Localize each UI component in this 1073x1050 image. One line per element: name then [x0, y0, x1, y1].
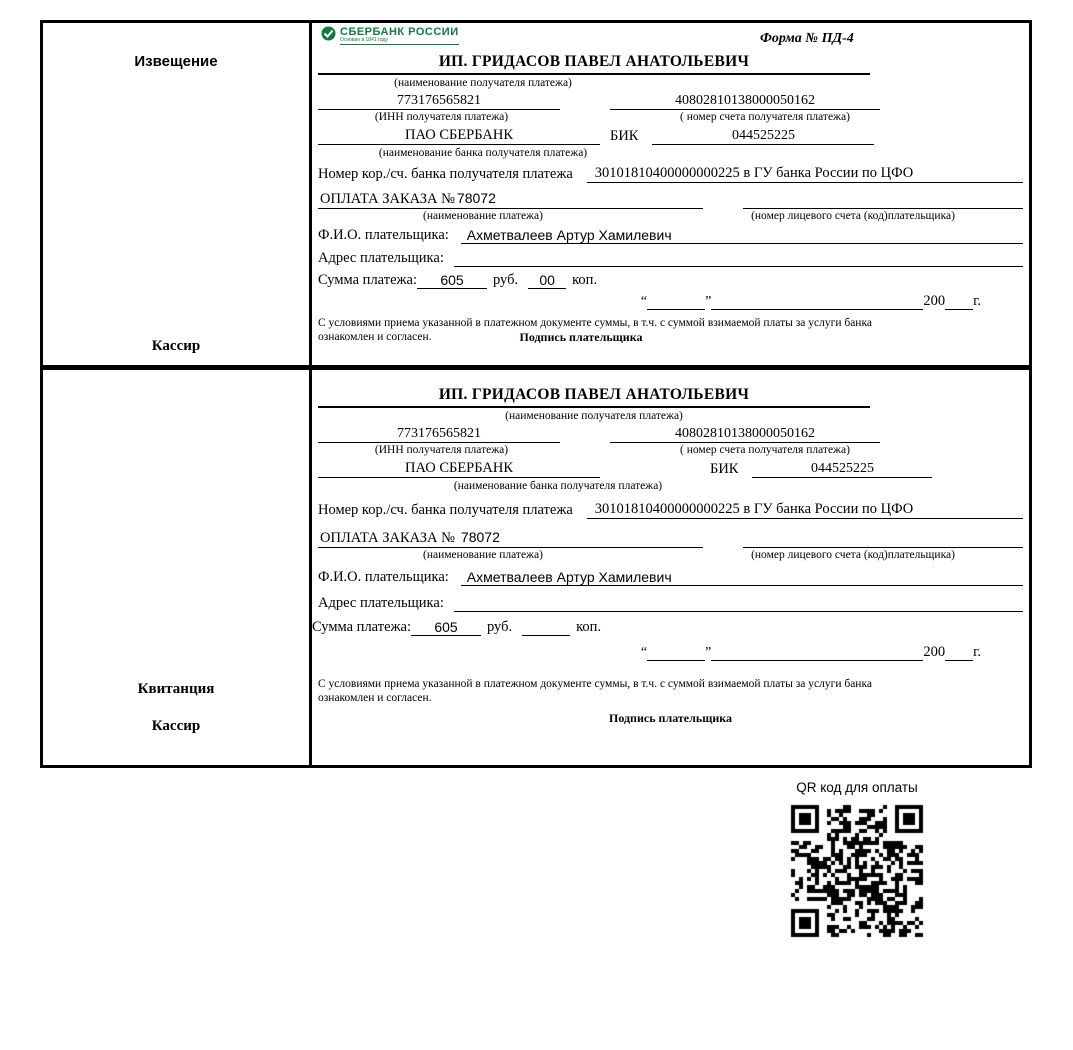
year-suffix: г.	[973, 644, 981, 660]
bank-name-value: ПАО СБЕРБАНК	[318, 460, 600, 478]
payer-address-row	[318, 595, 1023, 612]
qr-label: QR код для оплаты	[796, 780, 918, 795]
rub-label: руб.	[493, 272, 519, 288]
agreement-line2: ознакомлен и согласен.	[318, 331, 432, 343]
year-blank	[945, 646, 973, 661]
payer-name-row	[318, 227, 1023, 244]
inn-value: 773176565821	[318, 93, 560, 110]
personal-account-blank	[743, 532, 1023, 548]
date-month-blank	[711, 295, 923, 310]
payer-name-value: Ахметвалеев Артур Хамилевич	[461, 569, 1023, 586]
form-number-label: Форма № ПД-4	[760, 31, 854, 46]
payment-name-caption: (наименование платежа)	[423, 549, 543, 561]
account-value: 40802810138000050162	[610, 93, 880, 110]
payer-name-label: Ф.И.О. плательщика:	[318, 227, 449, 243]
cashier-label: Кассир	[151, 718, 201, 734]
corr-account-label: Номер кор./сч. банка получателя платежа	[318, 166, 573, 182]
payment-name-field	[318, 529, 703, 548]
inn-caption: (ИНН получателя платежа)	[374, 111, 509, 123]
bank-name-value: ПАО СБЕРБАНК	[318, 127, 600, 145]
notice-stub-cell	[43, 23, 312, 370]
sum-label: Сумма платежа:	[312, 619, 411, 635]
agreement-text	[318, 677, 1023, 705]
inn-account-row	[318, 426, 1023, 443]
bank-name-caption: (наименование банка получателя платежа)	[378, 147, 588, 159]
payer-address-blank	[454, 250, 1023, 267]
qr-code-image	[789, 803, 925, 939]
payment-name-field	[318, 190, 703, 209]
agreement-line1: С условиями приема указанной в платежном документе суммы, в т.ч. с суммой взимаемой платы за услуги банка	[318, 317, 872, 329]
receipt-form-body	[312, 370, 1029, 765]
payer-address-blank	[454, 595, 1023, 612]
rub-label: руб.	[487, 619, 513, 635]
payment-name-row	[318, 529, 1023, 548]
payer-address-label: Адрес плательщика:	[318, 595, 444, 611]
open-quote: “	[640, 645, 648, 660]
personal-account-blank	[743, 193, 1023, 209]
year-prefix: 200	[923, 293, 946, 309]
kop-label: коп.	[572, 272, 598, 288]
inn-value: 773176565821	[318, 426, 560, 443]
payer-name-row	[318, 569, 1023, 586]
cashier-label: Кассир	[151, 338, 201, 354]
open-quote: “	[640, 294, 648, 309]
date-day-blank	[647, 646, 705, 661]
bik-value: 044525225	[652, 128, 874, 145]
payment-name-row	[318, 190, 1023, 209]
sberbank-name-text: СБЕРБАНК РОССИИ	[340, 26, 459, 38]
payer-name-value: Ахметвалеев Артур Хамилевич	[461, 227, 1023, 244]
payer-signature-label: Подпись плательщика	[519, 330, 643, 344]
corr-account-label: Номер кор./сч. банка получателя платежа	[318, 502, 573, 518]
order-label: ОПЛАТА ЗАКАЗА №	[320, 530, 455, 546]
personal-account-caption: (номер лицевого счета (код)плательщика)	[751, 210, 955, 222]
inn-caption: (ИНН получателя платежа)	[374, 444, 509, 456]
year-prefix: 200	[923, 644, 946, 660]
account-caption: ( номер счета получателя платежа)	[680, 111, 850, 123]
form-header-row	[318, 25, 1023, 51]
bank-bik-row	[318, 127, 1023, 145]
corr-account-value: 30101810400000000225 в ГУ банка России по ЦФО	[587, 165, 1023, 183]
order-number-value: 78072	[456, 190, 496, 206]
bank-name-caption: (наименование банка получателя платежа)	[453, 480, 663, 492]
close-quote: ”	[705, 294, 712, 309]
agreement-text	[318, 316, 1023, 344]
recipient-name-caption: (наименование получателя платежа)	[394, 77, 572, 89]
date-row	[318, 644, 1023, 661]
payer-address-label: Адрес плательщика:	[318, 250, 444, 266]
sum-rub-value: 605	[417, 272, 487, 289]
order-number-value: 78072	[460, 529, 500, 545]
qr-section	[781, 780, 933, 939]
receipt-stub-labels	[43, 681, 309, 735]
notice-label: Извещение	[134, 53, 218, 70]
sum-kop-value	[522, 619, 570, 636]
payment-document	[40, 20, 1032, 768]
agreement-line1: С условиями приема указанной в платежном документе суммы, в т.ч. с суммой взимаемой платы за услуги банка	[318, 678, 872, 690]
inn-account-captions	[318, 444, 1023, 456]
date-month-blank	[711, 646, 923, 661]
sberbank-wordmark	[340, 26, 459, 45]
order-label: ОПЛАТА ЗАКАЗА №	[320, 191, 455, 207]
bik-value: 044525225	[752, 461, 932, 478]
payment-sum-row	[312, 619, 1023, 636]
inn-account-row	[318, 93, 1023, 110]
kop-label: коп.	[576, 619, 602, 635]
account-caption: ( номер счета получателя платежа)	[680, 444, 850, 456]
corr-account-value: 30101810400000000225 в ГУ банка России по ЦФО	[587, 501, 1023, 519]
account-value: 40802810138000050162	[610, 426, 880, 443]
receipt-stub-cell	[43, 370, 312, 765]
sberbank-logo	[321, 26, 459, 45]
agreement-line2: ознакомлен и согласен.	[318, 692, 432, 704]
corr-account-row	[318, 501, 1023, 519]
recipient-name-value: ИП. ГРИДАСОВ ПАВЕЛ АНАТОЛЬЕВИЧ	[318, 386, 870, 408]
personal-account-caption: (номер лицевого счета (код)плательщика)	[751, 549, 955, 561]
payer-signature-label: Подпись плательщика	[609, 711, 732, 725]
sberbank-icon	[321, 26, 336, 41]
sum-label: Сумма платежа:	[318, 272, 417, 288]
recipient-name-value: ИП. ГРИДАСОВ ПАВЕЛ АНАТОЛЬЕВИЧ	[318, 53, 870, 75]
date-day-blank	[647, 295, 705, 310]
bik-label: БИК	[710, 461, 739, 477]
receipt-label: Квитанция	[137, 681, 215, 697]
payer-name-label: Ф.И.О. плательщика:	[318, 569, 449, 585]
agreement-line2-row	[318, 330, 1023, 344]
sum-rub-value: 605	[411, 619, 481, 636]
payment-captions-row	[318, 210, 1023, 222]
year-blank	[945, 295, 973, 310]
payer-address-row	[318, 250, 1023, 267]
sberbank-tagline-text: Основан в 1841 году	[340, 37, 388, 43]
close-quote: ”	[705, 645, 712, 660]
inn-account-captions	[318, 111, 1023, 123]
bik-label: БИК	[610, 128, 639, 144]
notice-form-body	[312, 23, 1029, 370]
bank-bik-row	[318, 460, 1023, 478]
payment-name-caption: (наименование платежа)	[423, 210, 543, 222]
payment-captions-row	[318, 549, 1023, 561]
year-suffix: г.	[973, 293, 981, 309]
payment-sum-row	[318, 272, 1023, 289]
corr-account-row	[318, 165, 1023, 183]
recipient-name-caption: (наименование получателя платежа)	[505, 410, 683, 422]
date-row	[318, 293, 1023, 310]
sum-kop-value: 00	[528, 272, 566, 289]
